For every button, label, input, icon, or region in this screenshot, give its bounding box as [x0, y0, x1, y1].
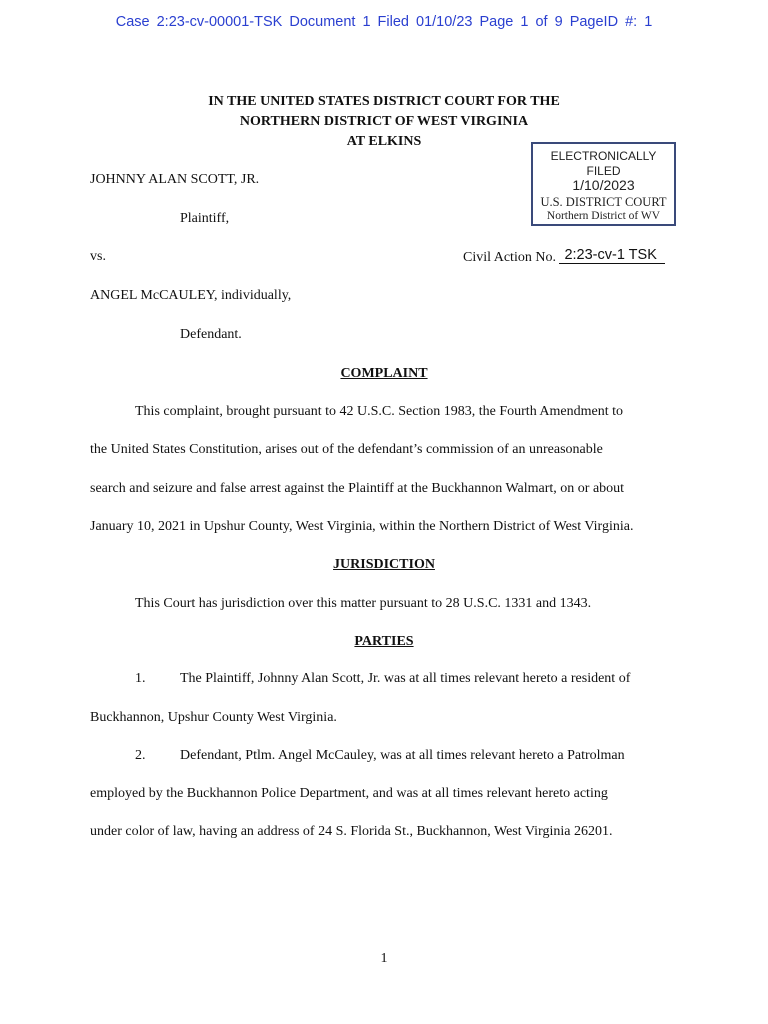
paragraph-number: 1. — [135, 671, 146, 686]
stamp-court: U.S. DISTRICT COURT — [540, 195, 667, 209]
stamp-line1: ELECTRONICALLY — [550, 149, 657, 163]
civil-action-number: 2:23-cv-1 TSK — [559, 247, 664, 264]
stamp-district: Northern District of WV — [546, 210, 661, 222]
paragraph-number: 2. — [135, 748, 146, 763]
court-title-line3: AT ELKINS — [346, 134, 422, 149]
complaint-line: search and seizure and false arrest against the Plaintiff at the Buckhannon Walmart, on or about — [90, 481, 625, 496]
defendant-name: ANGEL McCAULEY, individually, — [90, 288, 292, 303]
ecf-header: Case 2:23-cv-00001-TSK Document 1 Filed 01/10/23 Page 1 of 9 PageID #: 1 — [115, 14, 653, 30]
versus-label: vs. — [90, 249, 106, 264]
plaintiff-name: JOHNNY ALAN SCOTT, JR. — [90, 172, 260, 187]
complaint-line: the United States Constitution, arises out of the defendant’s commission of an unreasonable — [90, 442, 603, 457]
civil-action-label: Civil Action No. — [463, 250, 556, 265]
defendant-label: Defendant. — [180, 327, 242, 342]
complaint-line: This complaint, brought pursuant to 42 U.S.C. Section 1983, the Fourth Amendment to — [135, 404, 624, 419]
court-title-line1: IN THE UNITED STATES DISTRICT COURT FOR THE — [208, 94, 560, 109]
complaint-line: January 10, 2021 in Upshur County, West Virginia, within the Northern District of West Virginia. — [90, 519, 634, 534]
parties-heading: PARTIES — [354, 634, 414, 649]
paragraph-line: Buckhannon, Upshur County West Virginia. — [90, 710, 337, 725]
complaint-heading: COMPLAINT — [340, 366, 428, 381]
paragraph-line: under color of law, having an address of 24 S. Florida St., Buckhannon, West Virginia 26201. — [90, 824, 613, 839]
page-number: 1 — [380, 951, 388, 966]
court-title-line2: NORTHERN DISTRICT OF WEST VIRGINIA — [239, 114, 529, 129]
stamp-line2: FILED — [586, 164, 621, 178]
civil-action — [463, 249, 665, 266]
stamp-date: 1/10/2023 — [572, 177, 635, 193]
paragraph-line: The Plaintiff, Johnny Alan Scott, Jr. was at all times relevant hereto a resident of — [180, 671, 631, 686]
paragraph-line: Defendant, Ptlm. Angel McCauley, was at all times relevant hereto a Patrolman — [180, 748, 625, 763]
electronic-filing-stamp — [531, 142, 676, 226]
jurisdiction-text: This Court has jurisdiction over this matter pursuant to 28 U.S.C. 1331 and 1343. — [135, 596, 592, 611]
jurisdiction-heading: JURISDICTION — [333, 557, 435, 572]
plaintiff-label: Plaintiff, — [180, 211, 230, 226]
paragraph-line: employed by the Buckhannon Police Department, and was at all times relevant hereto acting — [90, 786, 608, 801]
